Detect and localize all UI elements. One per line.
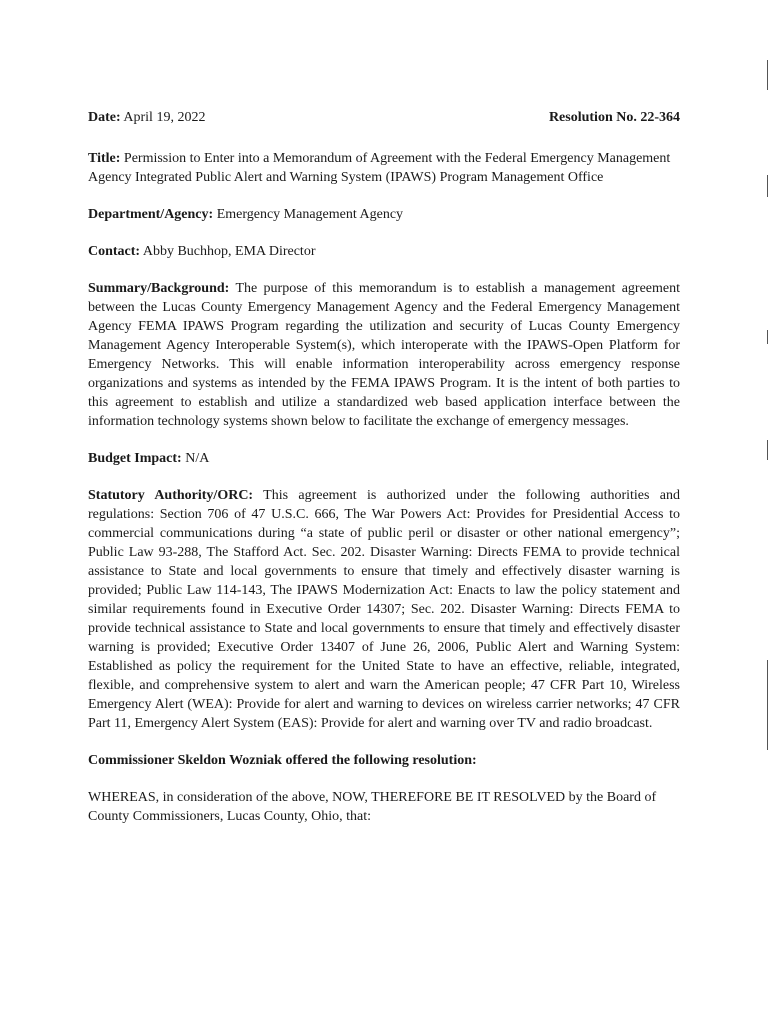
title-text: Permission to Enter into a Memorandum of Agreement with the Federal Emergency Management Agency Integrated Public Alert and Warning System (IPAWS) Program Management Office: [88, 151, 671, 185]
date-label: Date:: [88, 110, 121, 125]
scan-edge-mark: [767, 660, 768, 750]
whereas-clause: WHEREAS, in consideration of the above, NOW, THEREFORE BE IT RESOLVED by the Board of County Commissioners, Lucas County, Ohio, that:: [88, 790, 657, 824]
scan-edge-mark: [767, 440, 768, 460]
statutory-text: This agreement is authorized under the following authorities and regulations: Section 706 of 47 U.S.C. 666, The War Powers Act: Provides for Presidential Access to commercial communications during “a state of public peril or disaster or other national emergency”; Public Law 93-288, The Stafford Act. Sec. 202. Disaster Warning: Directs FEMA to provide technical assistance to State and local governments to ensure that timely and effectively disaster warning is provided; Public Law 114-143, The IPAWS Modernization Act: Enacts to law the policy statement and similar requirements found in Executive Order 14307; Sec. 202. Disaster Warning: Directs FEMA to provide technical assistance to State and local governments to ensure that timely and effectively disaster warning is provided; Executive Order 13407 of June 26, 2006, Public Alert and Warning System: Established as policy the requirement for the United State to have an effective, reliable, integrated, flexible, and comprehensive system to alert and warn the American people; 47 CFR Part 10, Wireless Emergency Alert (WEA): Provide for alert and warning to devices on wireless carrier networks; 47 CFR Part 11, Emergency Alert System (EAS): Provide for alert and warning over TV and radio broadcast.: [88, 488, 680, 731]
budget-label: Budget Impact:: [88, 451, 182, 466]
summary-section: [88, 279, 680, 431]
scan-edge-mark: [767, 175, 768, 197]
commissioner-line: Commissioner Skeldon Wozniak offered the following resolution:: [88, 753, 477, 768]
resolution-number: Resolution No. 22-364: [548, 110, 680, 125]
scan-edge-mark: [767, 60, 768, 90]
department-label: Department/Agency:: [88, 207, 214, 222]
title-section: [88, 149, 680, 187]
contact-text: Abby Buchhop, EMA Director: [142, 244, 316, 259]
summary-label: Summary/Background:: [88, 281, 230, 296]
date-value: April 19, 2022: [123, 110, 206, 125]
budget-text: N/A: [185, 451, 210, 466]
statutory-label: Statutory Authority/ORC:: [88, 488, 254, 503]
resolution-document: [88, 108, 680, 844]
budget-section: [88, 449, 680, 468]
title-label: Title:: [88, 151, 121, 166]
header-row: [88, 108, 680, 127]
summary-text: The purpose of this memorandum is to establish a management agreement between the Lucas County Emergency Management Agency and the Federal Emergency Management Agency FEMA IPAWS Program regarding the utilization and security of Lucas County Emergency Management Agency Interoperable System(s), which interoperate with the IPAWS-Open Platform for Emergency Networks. This will enable information interoperability across emergency response organizations and systems as intended by the FEMA IPAWS Program. It is the intent of both parties to this agreement to establish and utilize a standardized web based application interface between the information technology systems shown below to facilitate the exchange of emergency messages.: [88, 281, 680, 429]
department-section: [88, 205, 680, 224]
scan-edge-mark: [767, 330, 768, 344]
statutory-section: [88, 486, 680, 733]
contact-section: [88, 242, 680, 261]
date-line: [88, 108, 205, 127]
contact-label: Contact:: [88, 244, 141, 259]
department-text: Emergency Management Agency: [216, 207, 404, 222]
